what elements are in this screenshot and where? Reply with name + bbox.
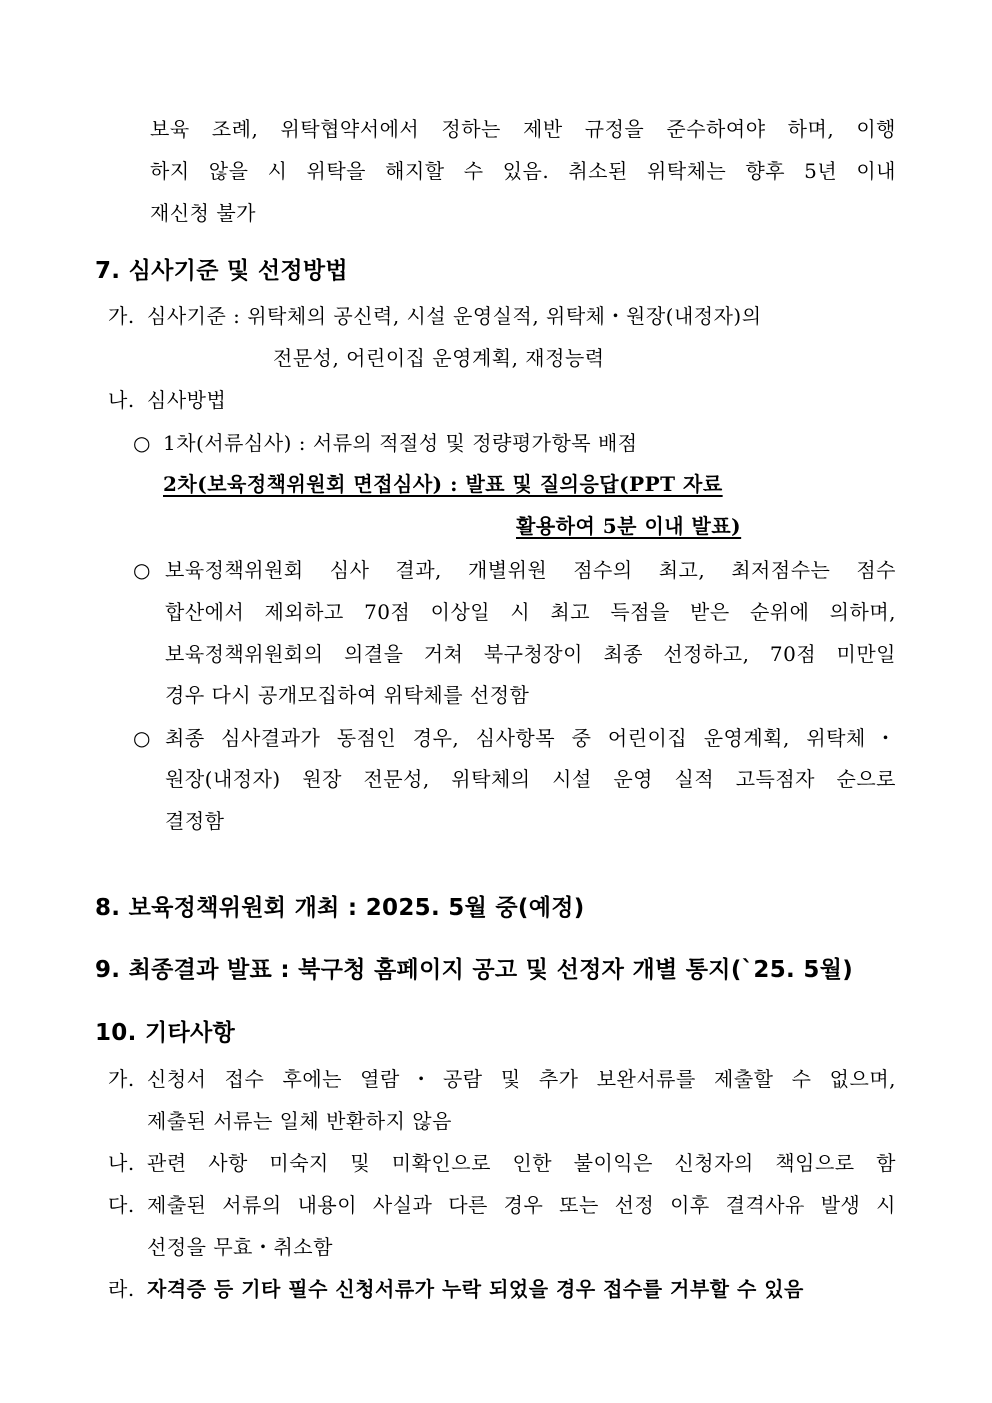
- committee-result-line4: 경우 다시 공개모집하여 위탁체를 선정함: [165, 683, 530, 707]
- section7-na-label: 심사방법: [147, 388, 227, 412]
- bullet-circle-2: ○: [133, 558, 151, 582]
- section7-ga-line1: 심사기준 : 위탁체의 공신력, 시설 운영실적, 위탁체・원장(내정자)의: [147, 304, 762, 328]
- section7-ga-marker: 가.: [108, 304, 135, 328]
- committee-result-line3: 보육정책위원회의 의결을 거쳐 북구청장이 최종 선정하고, 70점 미만일: [165, 642, 896, 666]
- bullet-circle-3: ○: [133, 726, 151, 750]
- section10-ga-marker: 가.: [108, 1067, 135, 1091]
- section10-da-line1: 제출된 서류의 내용이 사실과 다른 경우 또는 선정 이후 결격사유 발생 시: [147, 1193, 896, 1217]
- tie-rule-line2: 원장(내정자) 원장 전문성, 위탁체의 시설 운영 실적 고득점자 순으로: [165, 767, 896, 791]
- section10-ra-marker: 라.: [108, 1277, 135, 1301]
- tie-rule-line3: 결정함: [165, 809, 225, 833]
- section6-continuation-line2: 하지 않을 시 위탁을 해지할 수 있음. 취소된 위탁체는 향후 5년 이내: [150, 159, 896, 183]
- section10-na-line1: 관련 사항 미숙지 및 미확인으로 인한 불이익은 신청자의 책임으로 함: [147, 1151, 896, 1175]
- section8-title: 8. 보육정책위원회 개최 : 2025. 5월 중(예정): [95, 895, 585, 921]
- committee-result-line1: 보육정책위원회 심사 결과, 개별위원 점수의 최고, 최저점수는 점수: [165, 558, 896, 582]
- screening-round2-text-cont: 활용하여 5분 이내 발표): [516, 514, 742, 538]
- section10-da-marker: 다.: [108, 1193, 135, 1217]
- committee-result-line2: 합산에서 제외하고 70점 이상일 시 최고 득점을 받은 순위에 의하며,: [165, 600, 896, 624]
- section9-title: 9. 최종결과 발표 : 북구청 홈페이지 공고 및 선정자 개별 통지(`25. 5월): [95, 957, 854, 983]
- section10-ga-line2: 제출된 서류는 일체 반환하지 않음: [147, 1109, 452, 1133]
- section7-ga-line2: 전문성, 어린이집 운영계획, 재정능력: [273, 346, 605, 370]
- bullet-circle-1: ○: [133, 431, 151, 455]
- section6-continuation-line1: 보육 조례, 위탁협약서에서 정하는 제반 규정을 준수하여야 하며, 이행: [150, 117, 896, 141]
- tie-rule-line1: 최종 심사결과가 동점인 경우, 심사항목 중 어린이집 운영계획, 위탁체・: [165, 726, 896, 750]
- screening-round1-text: 1차(서류심사) : 서류의 적절성 및 정량평가항목 배점: [163, 431, 638, 455]
- screening-round2-text: 2차(보육정책위원회 면접심사) : 발표 및 질의응답(PPT 자료: [163, 472, 723, 496]
- section7-title: 7. 심사기준 및 선정방법: [95, 258, 348, 284]
- section10-na-marker: 나.: [108, 1151, 135, 1175]
- section10-title: 10. 기타사항: [95, 1020, 236, 1046]
- section6-continuation-line3: 재신청 불가: [150, 201, 256, 225]
- section10-ga-line1: 신청서 접수 후에는 열람・공람 및 추가 보완서류를 제출할 수 없으며,: [147, 1067, 896, 1091]
- section7-na-marker: 나.: [108, 388, 135, 412]
- section10-ra-line1: 자격증 등 기타 필수 신청서류가 누락 되었을 경우 접수를 거부할 수 있음: [147, 1277, 804, 1301]
- section10-da-line2: 선정을 무효・취소함: [147, 1235, 333, 1259]
